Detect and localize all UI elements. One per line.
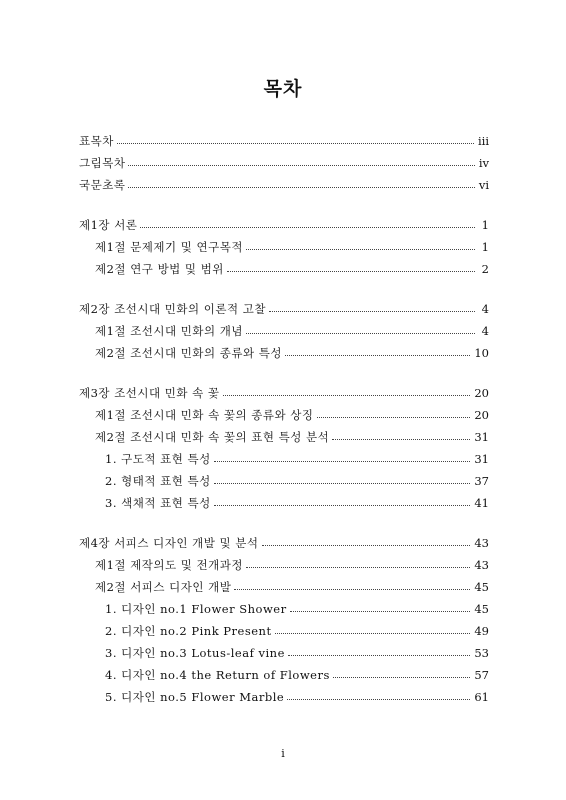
toc-entry-label: 제1절 제작의도 및 전개과정	[95, 558, 243, 572]
toc-entry-page: 1	[481, 218, 489, 232]
table-of-contents	[79, 126, 489, 704]
toc-entry-label: 제2절 연구 방법 및 범위	[95, 262, 224, 276]
toc-entry-page: 20	[474, 408, 489, 422]
toc-entry-page: 45	[474, 580, 489, 594]
dot-leader	[140, 227, 475, 228]
toc-entry-label: 제1장 서론	[79, 218, 138, 232]
toc-entry-label: 1. 구도적 표현 특성	[105, 452, 211, 466]
toc-entry-label: 2. 형태적 표현 특성	[105, 474, 211, 488]
dot-leader	[285, 355, 470, 356]
dot-leader	[275, 633, 471, 634]
toc-entry-label: 그림목차	[79, 156, 126, 170]
toc-entry[interactable]	[79, 126, 489, 148]
dot-leader	[223, 395, 471, 396]
dot-leader	[214, 505, 471, 506]
toc-entry[interactable]	[79, 170, 489, 192]
dot-leader	[246, 333, 475, 334]
dot-leader	[214, 461, 471, 462]
toc-entry-page: 49	[474, 624, 489, 638]
toc-entry-page: 31	[474, 430, 489, 444]
toc-entry[interactable]	[79, 210, 489, 232]
dot-leader	[290, 611, 471, 612]
toc-entry[interactable]	[79, 616, 489, 638]
toc-entry-page: 2	[481, 262, 489, 276]
toc-entry-page: ⅳ	[478, 156, 489, 170]
page-title: 목차	[263, 78, 303, 100]
toc-entry-page: ⅵ	[478, 178, 489, 192]
toc-entry[interactable]	[79, 638, 489, 660]
toc-entry-label: 제2절 조선시대 민화 속 꽃의 표현 특성 분석	[95, 430, 330, 444]
toc-entry-page: 31	[474, 452, 489, 466]
toc-entry-label: 제4장 서피스 디자인 개발 및 분석	[79, 536, 259, 550]
toc-entry[interactable]	[79, 550, 489, 572]
dot-leader	[333, 677, 470, 678]
toc-entry-label: 1. 디자인 no.1 Flower Shower	[105, 602, 287, 616]
dot-leader	[246, 249, 475, 250]
toc-entry[interactable]	[79, 572, 489, 594]
toc-entry[interactable]	[79, 422, 489, 444]
toc-entry[interactable]	[79, 316, 489, 338]
dot-leader	[117, 143, 474, 144]
toc-entry-page: 61	[474, 690, 489, 704]
dot-leader	[128, 165, 474, 166]
toc-entry[interactable]	[79, 254, 489, 276]
toc-entry-label: 4. 디자인 no.4 the Return of Flowers	[105, 668, 330, 682]
toc-entry-label: 제1절 조선시대 민화의 개념	[95, 324, 243, 338]
dot-leader	[288, 655, 470, 656]
toc-entry-page: 45	[474, 602, 489, 616]
toc-entry-label: 3. 색채적 표현 특성	[105, 496, 211, 510]
toc-entry-label: 제1절 문제제기 및 연구목적	[95, 240, 243, 254]
toc-entry[interactable]	[79, 682, 489, 704]
dot-leader	[128, 187, 474, 188]
dot-leader	[227, 271, 475, 272]
dot-leader	[262, 545, 471, 546]
toc-entry[interactable]	[79, 528, 489, 550]
dot-leader	[287, 699, 470, 700]
toc-entry[interactable]	[79, 294, 489, 316]
toc-entry-page: 4	[481, 324, 489, 338]
toc-entry-page: 43	[474, 536, 489, 550]
dot-leader	[332, 439, 470, 440]
toc-entry-label: 3. 디자인 no.3 Lotus-leaf vine	[105, 646, 285, 660]
toc-entry[interactable]	[79, 594, 489, 616]
toc-entry-label: 제2절 조선시대 민화의 종류와 특성	[95, 346, 282, 360]
toc-entry-page: 20	[474, 386, 489, 400]
toc-entry[interactable]	[79, 488, 489, 510]
dot-leader	[214, 483, 471, 484]
dot-leader	[234, 589, 470, 590]
toc-entry-page: 53	[474, 646, 489, 660]
toc-entry-label: 제2장 조선시대 민화의 이론적 고찰	[79, 302, 266, 316]
toc-entry-page: 41	[474, 496, 489, 510]
dot-leader	[246, 567, 470, 568]
toc-entry-page: 10	[474, 346, 489, 360]
toc-entry-label: 제2절 서피스 디자인 개발	[95, 580, 232, 594]
toc-entry-page: 1	[481, 240, 489, 254]
toc-entry-page: 4	[481, 302, 489, 316]
toc-entry-label: 2. 디자인 no.2 Pink Present	[105, 624, 272, 638]
toc-entry-page: ⅲ	[477, 134, 489, 148]
toc-entry[interactable]	[79, 444, 489, 466]
toc-entry-page: 37	[474, 474, 489, 488]
toc-entry[interactable]	[79, 148, 489, 170]
toc-entry-label: 국문초록	[79, 178, 126, 192]
toc-entry-label: 표목차	[79, 134, 114, 148]
dot-leader	[269, 311, 475, 312]
toc-entry-label: 제1절 조선시대 민화 속 꽃의 종류와 상징	[95, 408, 314, 422]
toc-entry[interactable]	[79, 232, 489, 254]
toc-entry[interactable]	[79, 400, 489, 422]
toc-entry-label: 5. 디자인 no.5 Flower Marble	[105, 690, 285, 704]
toc-entry-label: 제3장 조선시대 민화 속 꽃	[79, 386, 220, 400]
toc-entry[interactable]	[79, 660, 489, 682]
toc-entry[interactable]	[79, 466, 489, 488]
page-number: i	[281, 747, 285, 760]
toc-entry[interactable]	[79, 378, 489, 400]
toc-entry[interactable]	[79, 338, 489, 360]
toc-entry-page: 43	[474, 558, 489, 572]
dot-leader	[317, 417, 471, 418]
toc-entry-page: 57	[474, 668, 489, 682]
